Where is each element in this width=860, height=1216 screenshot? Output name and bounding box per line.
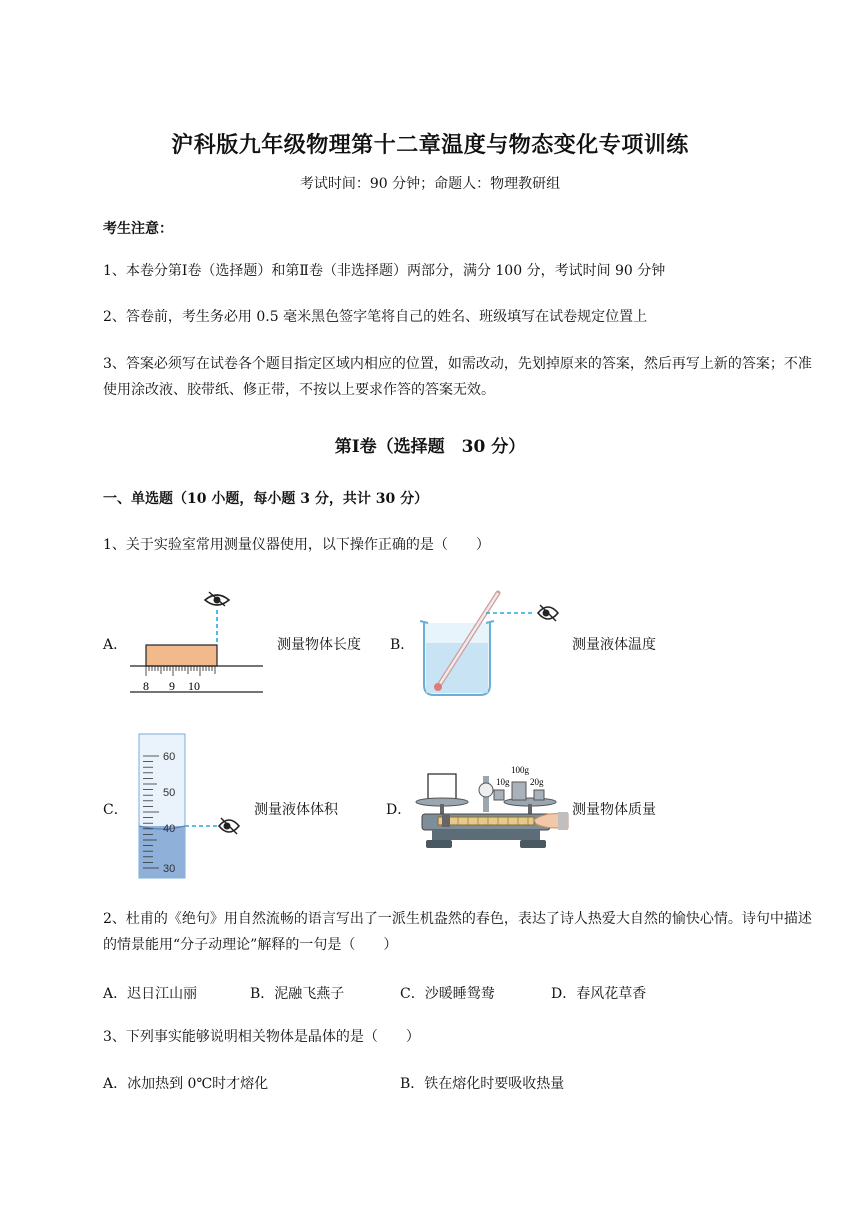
scale-label-60: 60 xyxy=(163,751,176,763)
q2-option-c: C．沙暖睡鸳鸯 xyxy=(400,986,495,1002)
q3-option-a: A．冰加热到 0℃时才熔化 xyxy=(103,1076,269,1092)
q1-option-d-caption: 测量物体质量 xyxy=(572,802,656,818)
q2-option-a: A．迟日江山丽 xyxy=(103,986,198,1002)
q2-option-b: B．泥融飞燕子 xyxy=(250,986,345,1002)
q1-option-a-letter: A． xyxy=(103,637,128,653)
weight-label-100g: 100g xyxy=(511,765,529,775)
eye-icon xyxy=(205,592,229,606)
ruler-label-10: 10 xyxy=(188,679,200,693)
notice-item-2: 2、答卷前，考生务必用 0.5 毫米黑色签字笔将自己的姓名、班级填写在试卷规定位置上 xyxy=(103,309,648,325)
thermometer-beaker-figure xyxy=(410,585,570,700)
eye-icon xyxy=(219,818,239,834)
q2-option-d: D．春风花草香 xyxy=(551,986,647,1002)
q1-option-b-caption: 测量液体温度 xyxy=(572,637,656,653)
ruler-label-9: 9 xyxy=(169,679,175,693)
ruler-measurement-figure xyxy=(125,588,270,698)
graduated-cylinder-figure xyxy=(135,732,245,882)
weight-label-20g: 20g xyxy=(530,777,544,787)
balance-scale-figure xyxy=(408,762,570,854)
question-1-stem: 1、关于实验室常用测量仪器使用，以下操作正确的是（ ） xyxy=(103,537,490,553)
eye-icon xyxy=(538,605,558,621)
notice-item-1: 1、本卷分第Ⅰ卷（选择题）和第Ⅱ卷（非选择题）两部分，满分 100 分，考试时间 90 分钟 xyxy=(103,263,666,279)
q1-option-d-letter: D． xyxy=(386,802,412,818)
exam-info: 考试时间：90 分钟；命题人：物理教研组 xyxy=(299,176,561,192)
weight-label-10g: 10g xyxy=(496,777,510,787)
scale-label-40: 40 xyxy=(163,823,176,835)
q1-option-b-letter: B． xyxy=(390,637,415,653)
notice-heading: 考生注意： xyxy=(103,221,173,237)
section-heading: 第Ⅰ卷（选择题 30 分） xyxy=(334,437,526,457)
notice-item-3: 3、答案必须写在试卷各个题目指定区域内相应的位置，如需改动，先划掉原来的答案，然后再写上新的答案；不准使用涂改液、胶带纸、修正带，不按以上要求作答的答案无效。 xyxy=(103,356,812,398)
ruler-label-8: 8 xyxy=(143,679,149,693)
question-3-stem: 3、下列事实能够说明相关物体是晶体的是（ ） xyxy=(103,1029,420,1045)
part-heading: 一、单选题（10 小题，每小题 3 分，共计 30 分） xyxy=(103,491,429,507)
scale-label-30: 30 xyxy=(163,863,176,875)
q1-option-c-letter: C． xyxy=(103,802,128,818)
scale-label-50: 50 xyxy=(163,787,176,799)
q3-option-b: B．铁在熔化时要吸收热量 xyxy=(400,1076,565,1092)
q1-option-a-caption: 测量物体长度 xyxy=(277,637,361,653)
page-title: 沪科版九年级物理第十二章温度与物态变化专项训练 xyxy=(171,132,689,158)
question-2-stem: 2、杜甫的《绝句》用自然流畅的语言写出了一派生机盎然的春色，表达了诗人热爱大自然的愉快心情。诗句中描述的情景能用“分子动理论”解释的一句是（ ） xyxy=(103,911,812,953)
q1-option-c-caption: 测量液体体积 xyxy=(254,802,338,818)
